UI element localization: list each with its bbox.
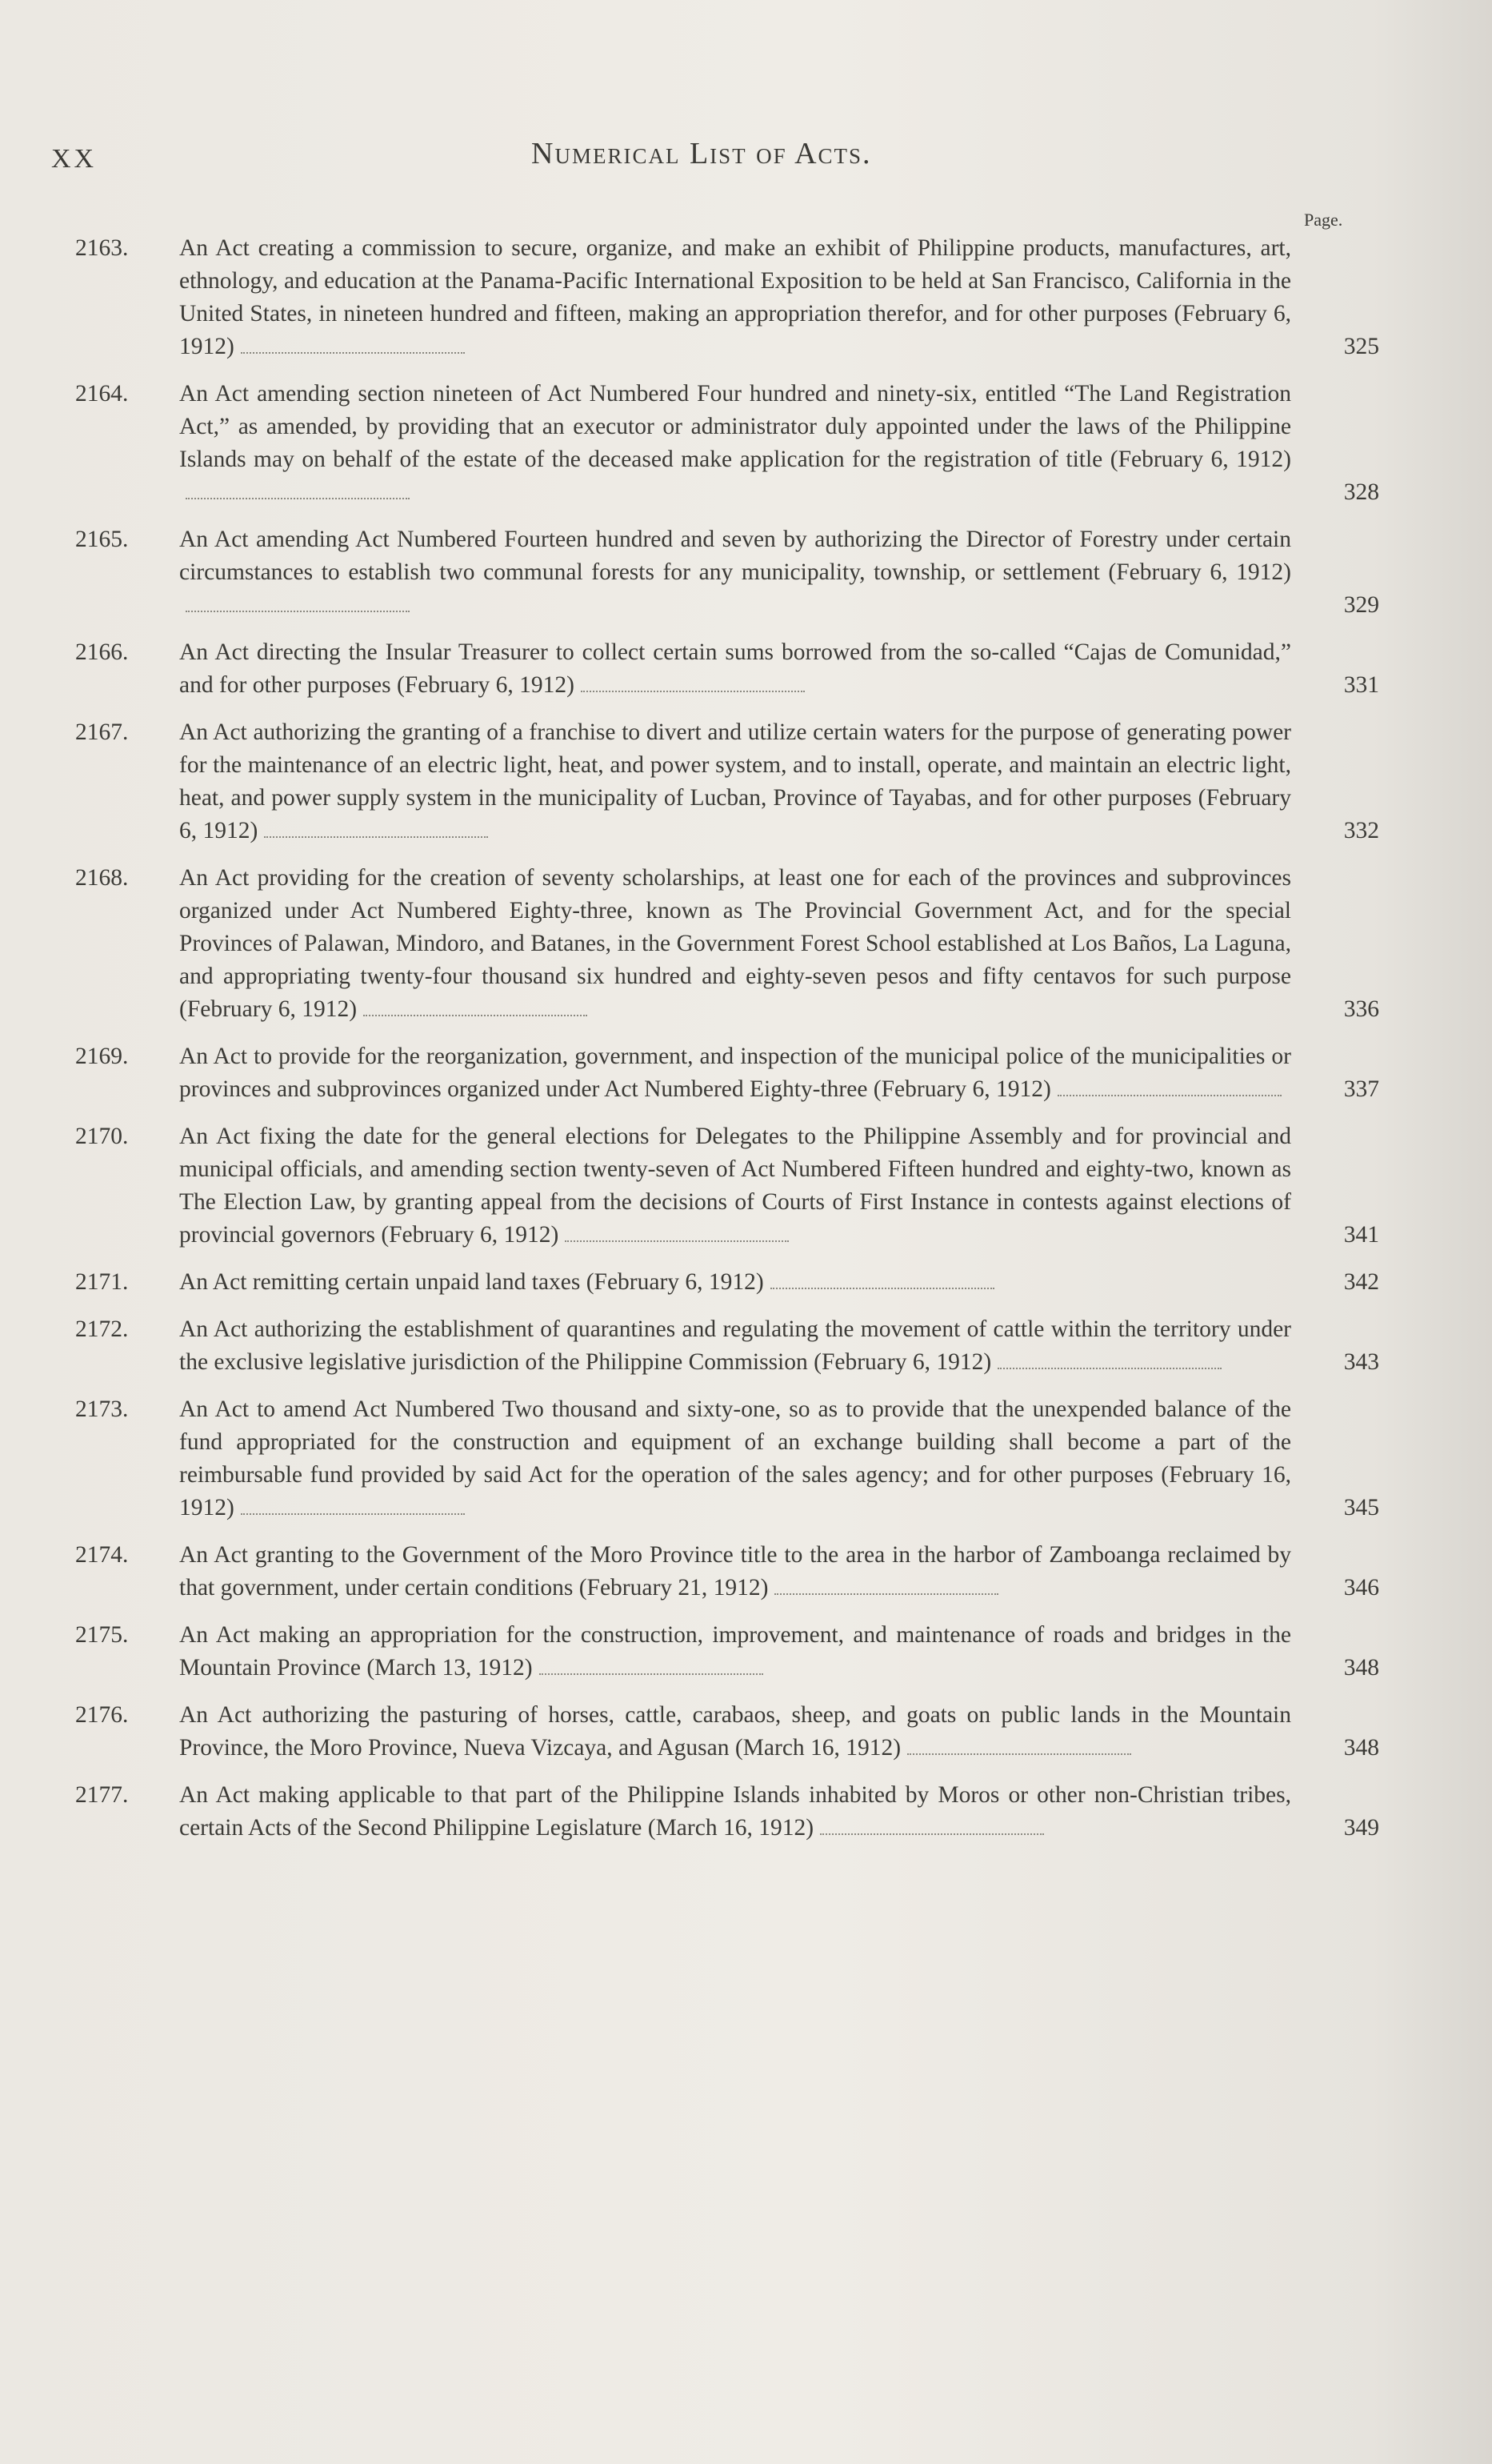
act-title-text: An Act granting to the Government of the Moro Province title to the area in the harbor of Zamboanga reclaimed by that government, under certain conditions (February 21, 1912) [179, 1542, 1291, 1601]
dot-leaders [581, 683, 805, 692]
act-page-number: 337 [1343, 1076, 1379, 1102]
act-title-text: An Act amending Act Numbered Fourteen hundred and seven by authorizing the Director of Forestry under certain circumstances to establish two communal forests for any municipality, township, or settlement (February 6, 1912) [179, 527, 1291, 585]
act-title-text: An Act making applicable to that part of the Philippine Islands inhabited by Moros or other non-Christian tribes, certain Acts of the Second Philippine Legislature (March 16, 1912) [179, 1782, 1291, 1841]
act-page-number: 328 [1343, 479, 1379, 505]
act-number: 2164. [75, 381, 129, 407]
act-title [179, 523, 1291, 622]
act-entry [75, 1120, 1379, 1252]
act-title [179, 1393, 1291, 1524]
act-entry [75, 523, 1379, 622]
act-entry [75, 862, 1379, 1026]
dot-leaders [1058, 1087, 1282, 1096]
dot-leaders [363, 1007, 587, 1016]
act-page-number: 346 [1343, 1575, 1379, 1601]
dot-leaders [241, 344, 465, 354]
running-head: Numerical List of Acts. [531, 137, 872, 170]
act-number: 2175. [75, 1622, 129, 1648]
act-number: 2163. [75, 235, 129, 261]
act-title-text: An Act to provide for the reorganization, government, and inspection of the municipal police of the municipalities or provinces and subprovinces organized under Act Numbered Eighty-three (February 6, 1912) [179, 1044, 1291, 1102]
act-entry [75, 716, 1379, 847]
act-number: 2166. [75, 639, 129, 665]
act-title [179, 1779, 1291, 1845]
act-title-text: An Act making an appropriation for the construction, improvement, and maintenance of roads and bridges in the Mountain Province (March 13, 1912) [179, 1622, 1291, 1681]
act-title [179, 1539, 1291, 1605]
act-title [179, 1699, 1291, 1765]
act-page-number: 348 [1343, 1735, 1379, 1761]
act-page-number: 348 [1343, 1655, 1379, 1681]
dot-leaders [186, 603, 410, 612]
act-number: 2172. [75, 1316, 129, 1342]
dot-leaders [774, 1585, 998, 1595]
act-title-text: An Act remitting certain unpaid land taxes (February 6, 1912) [179, 1269, 764, 1295]
act-entry [75, 378, 1379, 509]
act-entry [75, 232, 1379, 363]
act-page-number: 345 [1343, 1495, 1379, 1520]
act-title-text: An Act directing the Insular Treasurer to collect certain sums borrowed from the so-called “Cajas de Comunidad,” and for other purposes (February 6, 1912) [179, 639, 1291, 698]
act-entry [75, 1539, 1379, 1605]
act-title [179, 378, 1291, 509]
act-title-text: An Act authorizing the establishment of quarantines and regulating the movement of cattle within the territory under the exclusive legislative jurisdiction of the Philippine Commission (February 6, 1912) [179, 1316, 1291, 1375]
act-page-number: 349 [1343, 1815, 1379, 1841]
act-page-number: 342 [1343, 1269, 1379, 1295]
dot-leaders [186, 490, 410, 499]
dot-leaders [770, 1280, 994, 1289]
act-number: 2170. [75, 1124, 129, 1149]
act-number: 2165. [75, 527, 129, 552]
act-number: 2174. [75, 1542, 129, 1568]
act-number: 2171. [75, 1269, 129, 1295]
act-title-text: An Act authorizing the granting of a franchise to divert and utilize certain waters for the purpose of generating power for the maintenance of an electric light, heat, and power system, and to install, operate, and maintain an electric light, heat, and power supply system in the municipality of Lucban, Province of Tayabas, and for other purposes (February 6, 1912) [179, 719, 1291, 843]
act-page-number: 343 [1343, 1349, 1379, 1375]
act-title-text: An Act providing for the creation of seventy scholarships, at least one for each of the provinces and subprovinces organized under Act Numbered Eighty-three, known as The Provincial Government Act, and for the special Provinces of Palawan, Mindoro, and Batanes, in the Government Forest School established at Los Baños, La Laguna, and appropriating twenty-four thousand six hundred and eighty-seven pesos and fifty centavos for such purpose (February 6, 1912) [179, 865, 1291, 1022]
act-title [179, 1313, 1291, 1379]
act-page-number: 341 [1343, 1222, 1379, 1248]
page-header [51, 136, 1379, 184]
page-column-label: Page. [1304, 210, 1343, 230]
act-number: 2177. [75, 1782, 129, 1808]
act-page-number: 325 [1343, 334, 1379, 359]
act-title [179, 862, 1291, 1026]
act-number: 2173. [75, 1396, 129, 1422]
dot-leaders [907, 1745, 1131, 1755]
dot-leaders [820, 1825, 1044, 1835]
dot-leaders [539, 1665, 763, 1675]
act-title [179, 1040, 1291, 1106]
act-number: 2167. [75, 719, 129, 745]
act-page-number: 329 [1343, 592, 1379, 618]
dot-leaders [565, 1232, 789, 1242]
act-entry [75, 1779, 1379, 1845]
dot-leaders [264, 828, 488, 838]
act-title [179, 1120, 1291, 1252]
act-entry [75, 636, 1379, 702]
act-page-number: 331 [1343, 672, 1379, 698]
act-title [179, 1266, 1291, 1299]
act-title [179, 636, 1291, 702]
act-entry [75, 1393, 1379, 1524]
dot-leaders [998, 1360, 1222, 1369]
act-title [179, 716, 1291, 847]
act-title-text: An Act authorizing the pasturing of horses, cattle, carabaos, sheep, and goats on public lands in the Mountain Province, the Moro Province, Nueva Vizcaya, and Agusan (March 16, 1912) [179, 1702, 1291, 1761]
folio-number: XX [51, 144, 98, 174]
act-title-text: An Act creating a commission to secure, organize, and make an exhibit of Philippine products, manufactures, art, ethnology, and education at the Panama-Pacific International Exposition to be held at San Francisco, California in the United States, in nineteen hundred and fifteen, making an appropriation therefor, and for other purposes (February 6, 1912) [179, 235, 1291, 359]
act-entry [75, 1619, 1379, 1685]
act-title [179, 1619, 1291, 1685]
act-number: 2176. [75, 1702, 129, 1728]
act-page-number: 332 [1343, 818, 1379, 843]
act-number: 2169. [75, 1044, 129, 1069]
act-title-text: An Act to amend Act Numbered Two thousand and sixty-one, so as to provide that the unexpended balance of the fund appropriated for the construction and equipment of an exchange building shall become a part of the reimbursable fund provided by said Act for the operation of the sales agency; and for other purposes (February 16, 1912) [179, 1396, 1291, 1520]
act-entry [75, 1313, 1379, 1379]
act-title-text: An Act fixing the date for the general elections for Delegates to the Philippine Assembly and for provincial and municipal officials, and amending section twenty-seven of Act Numbered Fifteen hundred and eighty-two, known as The Election Law, by granting appeal from the decisions of Courts of First Instance in contests against elections of provincial governors (February 6, 1912) [179, 1124, 1291, 1248]
act-title-text: An Act amending section nineteen of Act Numbered Four hundred and ninety-six, entitled “The Land Registration Act,” as amended, by providing that an executor or administrator duly appointed under the laws of the Philippine Islands may on behalf of the estate of the deceased make application for the registration of title (February 6, 1912) [179, 381, 1291, 472]
act-number: 2168. [75, 865, 129, 891]
act-entry [75, 1040, 1379, 1106]
act-page-number: 336 [1343, 996, 1379, 1022]
act-entry [75, 1266, 1379, 1299]
act-entry [75, 1699, 1379, 1765]
dot-leaders [241, 1505, 465, 1515]
act-title [179, 232, 1291, 363]
acts-list [75, 232, 1379, 1859]
